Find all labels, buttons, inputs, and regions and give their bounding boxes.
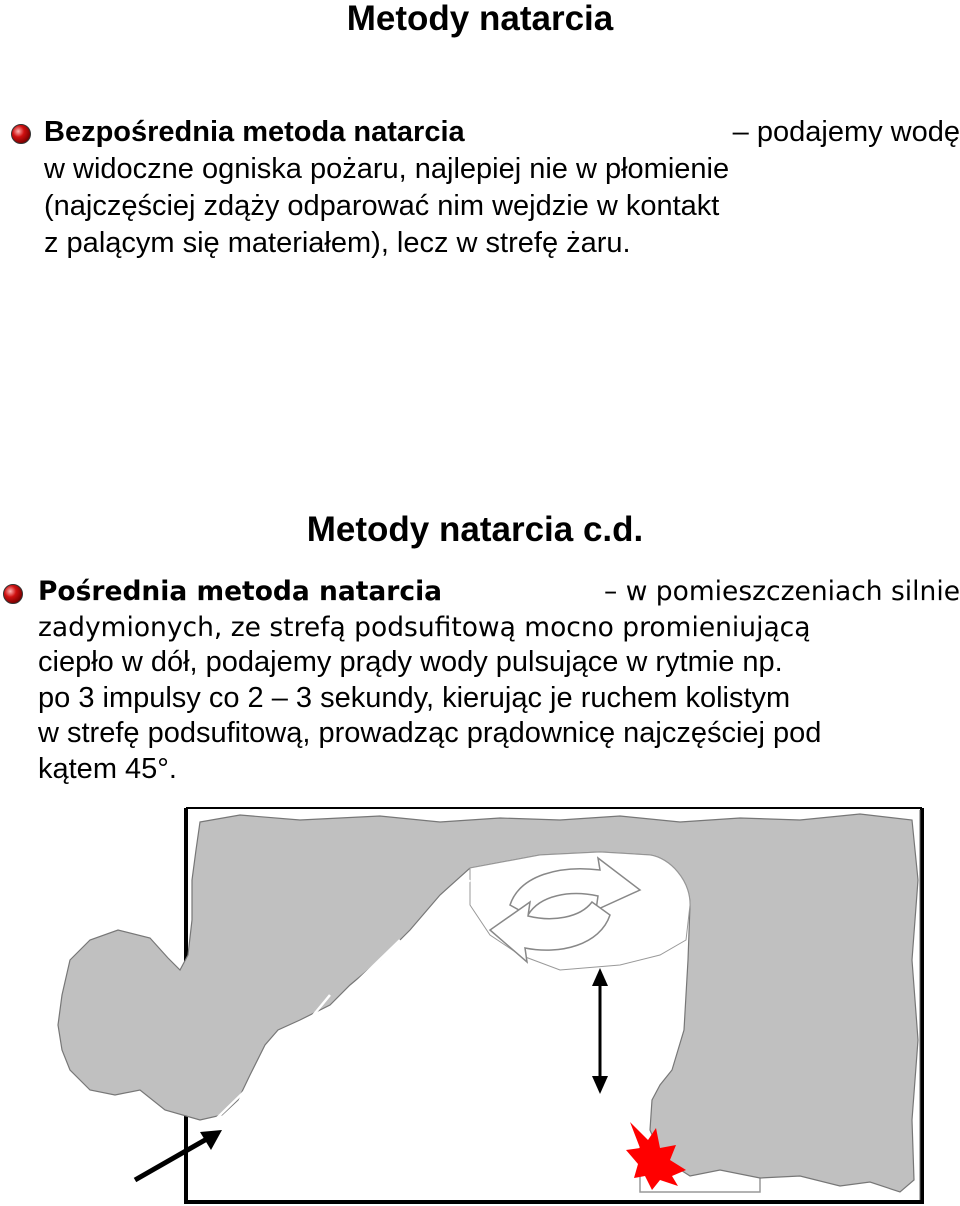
indirect-method-text: – w pomieszczeniach silnie [604, 576, 960, 607]
paragraph-line: w strefę podsufitową, prowadząc prądownicę najczęściej pod [38, 717, 822, 749]
double-arrow-vertical [592, 968, 608, 1094]
slide1-title: Metody natarcia [346, 0, 614, 38]
paragraph-line: w widoczne ogniska pożaru, najlepiej nie w płomienie [44, 153, 730, 185]
slide2-title: Metody natarcia c.d. [306, 510, 644, 549]
paragraph-line: zadymionych, ze strefą podsufitową mocno promieniującą [38, 611, 811, 643]
paragraph-line: kątem 45°. [38, 752, 177, 785]
direct-method-term: Bezpośrednia metoda natarcia [44, 116, 465, 148]
paragraph-line: (najczęściej zdąży odparować nim wejdzie w kontakt [44, 190, 720, 222]
paragraph-line: z palącym się materiałem), lecz w strefę żaru. [44, 227, 631, 259]
direct-method-text: – podajemy wodę [732, 116, 960, 148]
nozzle-arrow [135, 1130, 222, 1180]
paragraph-line: ciepło w dół, podajemy prądy wody pulsujące w rytmie np. [38, 646, 783, 678]
paragraph-line: po 3 impulsy co 2 – 3 sekundy, kierując je ruchem kolistym [38, 681, 791, 714]
indirect-method-term: Pośrednia metoda natarcia [38, 576, 443, 607]
